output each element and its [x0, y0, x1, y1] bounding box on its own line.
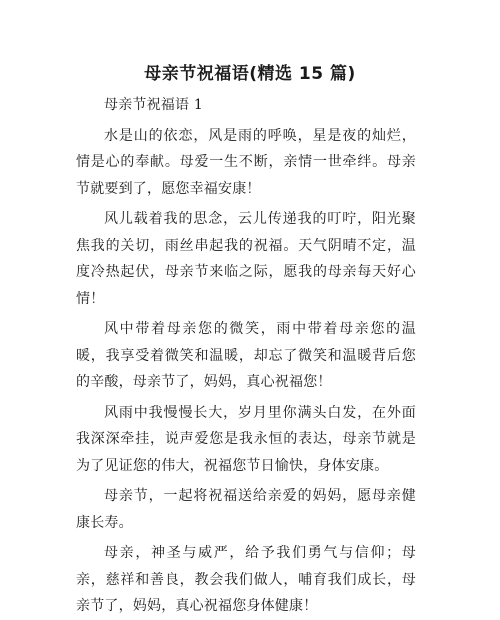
paragraph: 风儿载着我的思念，云儿传递我的叮咛，阳光聚焦我的关切，雨丝串起我的祝福。天气阴晴不定，温度冷热起伏，母亲节来临之际，愿我的母亲每天好心情！ — [76, 211, 416, 307]
paragraph: 水是山的依恋，风是雨的呼唤，星是夜的灿烂，情是心的奉献。母爱一生不断，亲情一世牵绊。母亲节就要到了，愿您幸福安康！ — [76, 127, 416, 197]
paragraph: 母亲，神圣与威严，给予我们勇气与信仰；母亲，慈祥和善良，教会我们做人，哺育我们成长，母亲节了，妈妈，真心祝福您身体健康！ — [76, 545, 416, 614]
document-title: 母亲节祝福语(精选 15 篇) — [144, 64, 356, 84]
paragraph: 风中带着母亲您的微笑，雨中带着母亲您的温暖，我享受着微笑和温暖，却忘了微笑和温暖背后您的辛酸，母亲节了，妈妈，真心祝福您！ — [76, 321, 416, 390]
section-heading: 母亲节祝福语 1 — [104, 97, 203, 113]
paragraph: 风雨中我慢慢长大，岁月里你满头白发，在外面我深深牵挂，说声爱您是我永恒的表达，母亲节就是为了见证您的伟大，祝福您节日愉快，身体安康。 — [76, 404, 416, 474]
document-body — [76, 92, 416, 620]
paragraph: 母亲节，一起将祝福送给亲爱的妈妈，愿母亲健康长寿。 — [76, 488, 416, 531]
